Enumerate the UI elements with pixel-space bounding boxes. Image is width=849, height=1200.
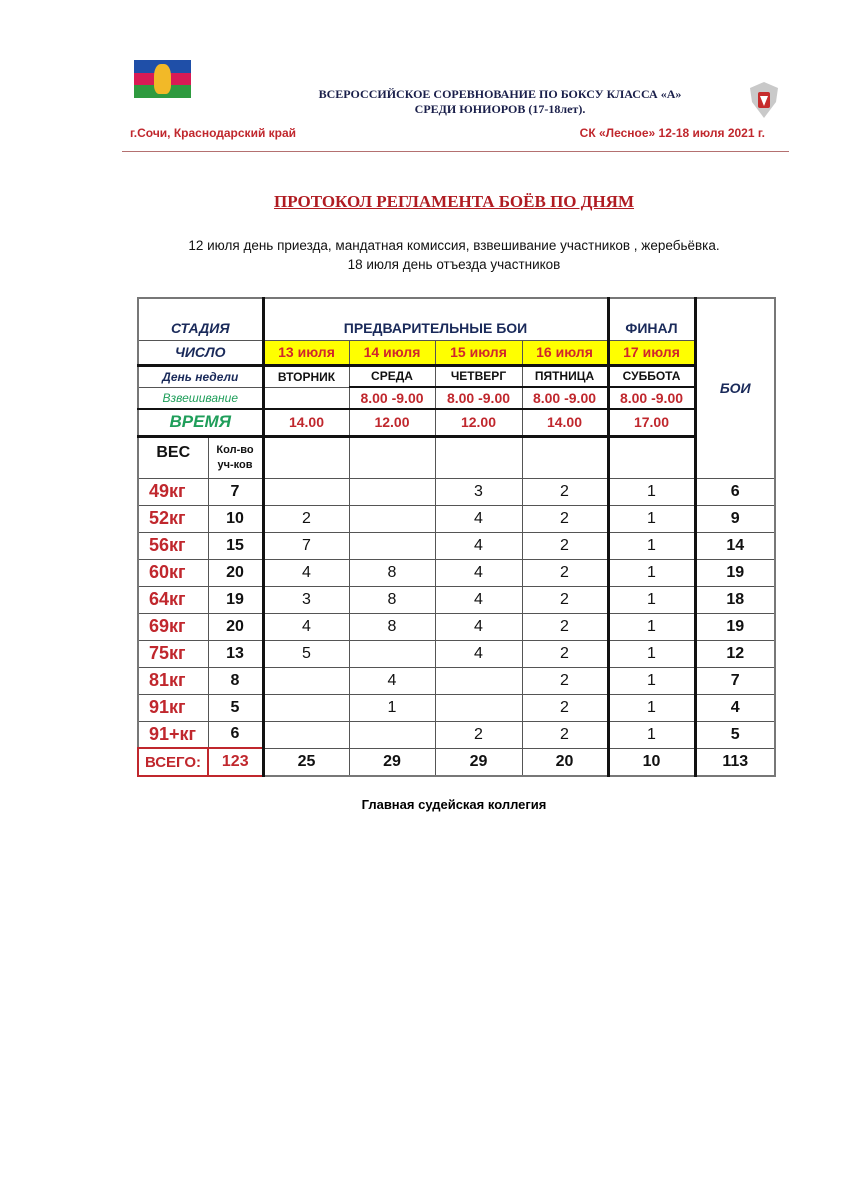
empty-cell (349, 436, 435, 478)
date-cell: 14 июля (349, 340, 435, 365)
participant-count: 6 (208, 721, 263, 748)
count-label-2: уч-ков (217, 458, 253, 471)
day-bouts: 4 (349, 667, 435, 694)
weekday-cell: ЧЕТВЕРГ (435, 365, 522, 387)
table-row (138, 505, 775, 532)
weighin-cell (263, 387, 349, 409)
day-bouts: 2 (522, 532, 608, 559)
table-row (138, 559, 775, 586)
document-title: ПРОТОКОЛ РЕГЛАМЕНТА БОЁВ ПО ДНЯМ (273, 192, 635, 211)
date-cell: 17 июля (608, 340, 695, 365)
totals-count: 123 (208, 748, 263, 776)
count-label (208, 436, 263, 478)
count-label-1: Кол-во (216, 443, 254, 456)
day-bouts: 2 (522, 478, 608, 505)
date-label: ЧИСЛО (138, 340, 263, 365)
total-bouts: 19 (695, 559, 775, 586)
day-bouts (349, 640, 435, 667)
weight-class: 91кг (138, 694, 208, 721)
day-bouts: 4 (435, 505, 522, 532)
time-label: ВРЕМЯ (138, 409, 263, 436)
weight-class: 69кг (138, 613, 208, 640)
day-bouts: 8 (349, 613, 435, 640)
totals-bouts: 113 (695, 748, 775, 776)
day-bouts (435, 694, 522, 721)
title-line-2: СРЕДИ ЮНИОРОВ (17-18лет). (414, 102, 586, 116)
day-bouts: 8 (349, 586, 435, 613)
schedule-table (137, 297, 776, 777)
weekday-cell: ПЯТНИЦА (522, 365, 608, 387)
total-bouts: 14 (695, 532, 775, 559)
title-line-1: ВСЕРОССИЙСКОЕ СОРЕВНОВАНИЕ ПО БОКСУ КЛАССА «А» (318, 87, 682, 101)
day-bouts: 5 (263, 640, 349, 667)
day-bouts: 1 (608, 640, 695, 667)
weighin-cell: 8.00 -9.00 (522, 387, 608, 409)
total-bouts: 19 (695, 613, 775, 640)
empty-cell (608, 436, 695, 478)
note-line-2: 18 июля день отъезда участников (347, 257, 561, 272)
participant-count: 8 (208, 667, 263, 694)
day-bouts (263, 694, 349, 721)
totals-day: 29 (435, 748, 522, 776)
weight-class: 52кг (138, 505, 208, 532)
time-cell: 12.00 (349, 409, 435, 436)
participant-count: 5 (208, 694, 263, 721)
day-bouts (349, 478, 435, 505)
total-bouts: 4 (695, 694, 775, 721)
day-bouts: 2 (522, 667, 608, 694)
participant-count: 15 (208, 532, 263, 559)
participant-count: 7 (208, 478, 263, 505)
day-bouts: 2 (522, 721, 608, 748)
day-bouts (435, 667, 522, 694)
day-bouts: 2 (522, 640, 608, 667)
day-bouts: 2 (263, 505, 349, 532)
weight-class: 64кг (138, 586, 208, 613)
totals-row (138, 748, 775, 776)
location: г.Сочи, Краснодарский край (130, 126, 297, 140)
participant-count: 13 (208, 640, 263, 667)
weight-label: ВЕС (138, 436, 208, 478)
day-bouts: 2 (522, 559, 608, 586)
day-bouts: 4 (263, 559, 349, 586)
day-bouts: 2 (435, 721, 522, 748)
table-row (138, 532, 775, 559)
participant-count: 20 (208, 613, 263, 640)
empty-cell (435, 436, 522, 478)
totals-day: 25 (263, 748, 349, 776)
day-bouts: 4 (435, 559, 522, 586)
total-bouts: 6 (695, 478, 775, 505)
day-bouts: 1 (608, 478, 695, 505)
day-bouts: 3 (435, 478, 522, 505)
total-bouts: 12 (695, 640, 775, 667)
participant-count: 10 (208, 505, 263, 532)
day-bouts: 3 (263, 586, 349, 613)
day-bouts (263, 478, 349, 505)
weight-class: 49кг (138, 478, 208, 505)
total-bouts: 9 (695, 505, 775, 532)
weight-class: 91+кг (138, 721, 208, 748)
bouts-label: БОИ (695, 298, 775, 478)
day-bouts (349, 505, 435, 532)
final-label: ФИНАЛ (608, 298, 695, 340)
day-bouts: 2 (522, 586, 608, 613)
stage-label: СТАДИЯ (138, 298, 263, 340)
time-cell: 12.00 (435, 409, 522, 436)
day-bouts: 1 (608, 721, 695, 748)
day-bouts: 1 (608, 613, 695, 640)
day-bouts: 4 (435, 586, 522, 613)
participant-count: 19 (208, 586, 263, 613)
day-bouts: 2 (522, 694, 608, 721)
table-row (138, 613, 775, 640)
day-bouts: 1 (349, 694, 435, 721)
weekday-label: День недели (138, 365, 263, 387)
ministry-emblem-icon (746, 80, 782, 120)
day-bouts: 1 (608, 667, 695, 694)
venue-dates: СК «Лесное» 12-18 июля 2021 г. (579, 126, 765, 140)
day-bouts: 1 (608, 532, 695, 559)
participant-count: 20 (208, 559, 263, 586)
table-row (138, 694, 775, 721)
weekday-cell: СУББОТА (608, 365, 695, 387)
table-row (138, 667, 775, 694)
table-row (138, 586, 775, 613)
table-row (138, 721, 775, 748)
totals-label: ВСЕГО: (138, 748, 208, 776)
time-cell: 17.00 (608, 409, 695, 436)
date-cell: 16 июля (522, 340, 608, 365)
day-bouts: 1 (608, 559, 695, 586)
prelim-label: ПРЕДВАРИТЕЛЬНЫЕ БОИ (263, 298, 608, 340)
footer-signature: Главная судейская коллегия (361, 797, 547, 812)
day-bouts (349, 532, 435, 559)
day-bouts (263, 667, 349, 694)
weight-class: 75кг (138, 640, 208, 667)
date-cell: 13 июля (263, 340, 349, 365)
day-bouts: 4 (435, 613, 522, 640)
day-bouts (349, 721, 435, 748)
table-row (138, 478, 775, 505)
weighin-label: Взвешивание (138, 387, 263, 409)
day-bouts (263, 721, 349, 748)
time-cell: 14.00 (263, 409, 349, 436)
weight-class: 56кг (138, 532, 208, 559)
day-bouts: 1 (608, 505, 695, 532)
day-bouts: 1 (608, 694, 695, 721)
total-bouts: 7 (695, 667, 775, 694)
day-bouts: 1 (608, 586, 695, 613)
weekday-cell: ВТОРНИК (263, 365, 349, 387)
weighin-cell: 8.00 -9.00 (349, 387, 435, 409)
empty-cell (522, 436, 608, 478)
table-row (138, 640, 775, 667)
krasnodar-flag-icon (134, 60, 191, 98)
weighin-cell: 8.00 -9.00 (435, 387, 522, 409)
day-bouts: 4 (263, 613, 349, 640)
day-bouts: 2 (522, 505, 608, 532)
date-cell: 15 июля (435, 340, 522, 365)
note-line-1: 12 июля день приезда, мандатная комиссия, взвешивание участников , жеребьёвка. (188, 238, 720, 253)
weekday-cell: СРЕДА (349, 365, 435, 387)
weight-class: 81кг (138, 667, 208, 694)
day-bouts: 4 (435, 532, 522, 559)
divider (122, 151, 789, 152)
total-bouts: 18 (695, 586, 775, 613)
totals-day: 10 (608, 748, 695, 776)
weight-class: 60кг (138, 559, 208, 586)
totals-day: 20 (522, 748, 608, 776)
day-bouts: 8 (349, 559, 435, 586)
day-bouts: 2 (522, 613, 608, 640)
day-bouts: 7 (263, 532, 349, 559)
time-cell: 14.00 (522, 409, 608, 436)
weighin-cell: 8.00 -9.00 (608, 387, 695, 409)
total-bouts: 5 (695, 721, 775, 748)
totals-day: 29 (349, 748, 435, 776)
empty-cell (263, 436, 349, 478)
day-bouts: 4 (435, 640, 522, 667)
